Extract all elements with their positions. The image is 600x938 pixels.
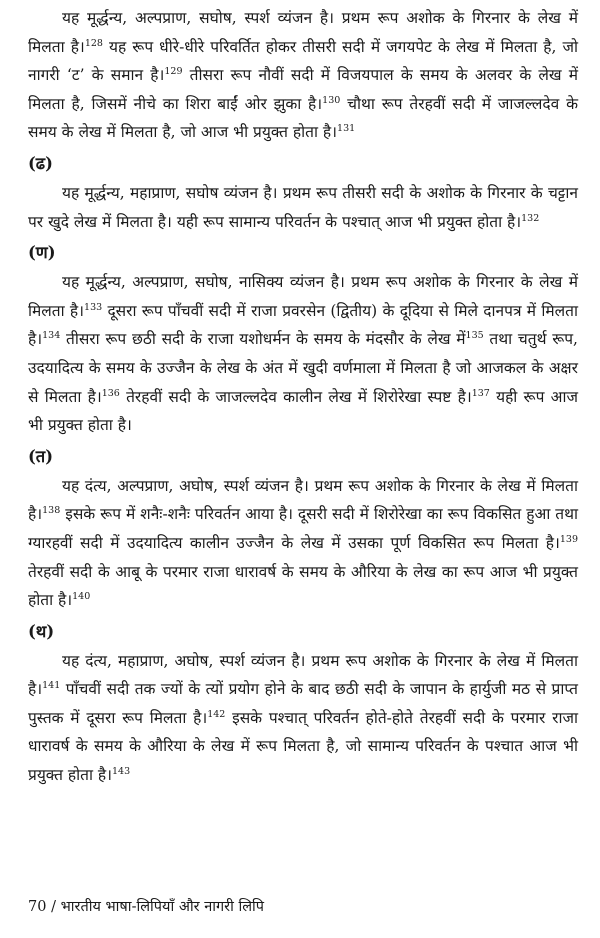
footnote-ref: 130	[322, 94, 341, 106]
footnote-ref: 140	[72, 591, 91, 603]
text-run: इसके पश्चात् परिवर्तन होते-होते तेरहवीं सदी के परमार राजा धारावर्ष के समय के औरिया के लेख में रूप मिलता है, जो सामान्य परिवर्तन के पश्चात आज भी प्रयुक्त होता है।	[28, 708, 578, 785]
text-run: तेरहवीं सदी के आबू के परमार राजा धारावर्ष के समय के औरिया के लेख का रूप आज भी प्रयुक्त होता है।	[28, 562, 578, 610]
text-run: दूसरा रूप पाँचवीं सदी में राजा प्रवरसेन (द्वितीय) के दूदिया से मिले दानपत्र में मिलता है।	[28, 301, 578, 349]
footnote-ref: 134	[42, 330, 61, 342]
text-run: तीसरा रूप छठी सदी के राजा यशोधर्मन के समय के मंदसौर के लेख में	[60, 330, 466, 349]
section-heading-na: (ण)	[28, 243, 56, 263]
paragraph-dha	[28, 179, 578, 236]
section-heading-ta: (त)	[28, 446, 54, 466]
footnote-ref: 138	[42, 505, 61, 517]
text-run: यह दंत्य, अल्पप्राण, अघोष, स्पर्श व्यंजन है। प्रथम रूप अशोक के गिरनार के लेख में मिलता है।	[28, 476, 578, 524]
text-run: यही रूप आज भी प्रयुक्त होता है।	[28, 387, 578, 435]
footnote-ref: 133	[84, 301, 103, 313]
text-run: यह मूर्द्धन्य, महाप्राण, सघोष व्यंजन है। प्रथम रूप तीसरी सदी के अशोक के गिरनार के चट्टान पर खुदे लेख में मिलता है। यही रूप सामान्य परिवर्तन के पश्चात् आज भी प्रयुक्त होता है।	[28, 183, 578, 231]
footnote-ref: 141	[42, 680, 61, 692]
text-run: तीसरा रूप नौवीं सदी में विजयपाल के समय के अलवर के लेख में मिलता है, जिसमें नीचे का शिरा बाईं ओर झुका है।	[28, 66, 578, 113]
section-heading-tha: (थ)	[28, 621, 55, 641]
text-run: चौथा रूप तेरहवीं सदी में जाजल्लदेव के समय के लेख में मिलता है, जो आज भी प्रयुक्त होता है।	[28, 94, 578, 142]
page-footer	[28, 896, 264, 918]
paragraph-na	[28, 268, 578, 440]
text-run: तथा चतुर्थ रूप, उदयादित्य के समय के उज्जैन के लेख के अंत में खुदी वर्णमाला में मिलता है जो आजकल के अक्षर से मिलता है।	[28, 330, 578, 406]
footnote-ref: 131	[337, 123, 356, 135]
footnote-ref: 135	[465, 330, 484, 342]
text-run: इसके रूप में शनैः-शनैः परिवर्तन आया है। दूसरी सदी में शिरोरेखा का रूप विकसित हुआ तथा ग्यारहवीं सदी में उदयादित्य कालीन उज्जैन के लेख में उसका पूर्ण विकसित रूप मिलता है।	[28, 505, 578, 552]
footnote-ref: 143	[112, 766, 131, 778]
section-heading-dha: (ढ)	[28, 153, 53, 173]
footer-separator: /	[51, 899, 56, 915]
text-run: पाँचवीं सदी तक ज्यों के त्यों प्रयोग होने के बाद छठी सदी के जापान के हार्युजी मठ से प्राप्त पुस्तक में दूसरा रूप मिलता है।	[28, 680, 578, 727]
paragraph-tha	[28, 647, 578, 790]
text-run: तेरहवीं सदी के जाजल्लदेव कालीन लेख में शिरोरेखा स्पष्ट है।	[119, 387, 472, 406]
paragraph-ta-dental	[28, 472, 578, 615]
footnote-ref: 129	[164, 66, 183, 78]
text-run: यह मूर्द्धन्य, अल्पप्राण, सघोष, स्पर्श व्यंजन है। प्रथम रूप अशोक के गिरनार के लेख में मिलता है।	[28, 9, 578, 56]
text-run: यह दंत्य, महाप्राण, अघोष, स्पर्श व्यंजन है। प्रथम रूप अशोक के गिरनार के लेख में मिलता है।	[28, 651, 578, 699]
book-title: भारतीय भाषा-लिपियाँ और नागरी लिपि	[60, 899, 265, 915]
text-run: यह मूर्द्धन्य, अल्पप्राण, सघोष, नासिक्य व्यंजन है। प्रथम रूप अशोक के गिरनार के लेख में मिलता है।	[28, 273, 578, 320]
page-number: 70	[28, 899, 47, 915]
footnote-ref: 142	[207, 708, 226, 720]
footnote-ref: 128	[84, 37, 103, 49]
paragraph-ta-retroflex	[28, 4, 578, 147]
footnote-ref: 139	[559, 533, 578, 545]
footnote-ref: 137	[471, 387, 490, 399]
footnote-ref: 136	[101, 387, 120, 399]
footnote-ref: 132	[521, 212, 540, 224]
text-run: यह रूप धीरे-धीरे परिवर्तित होकर तीसरी सदी में जगयपेट के लेख में मिलता है, जो नागरी ‘ट’ के समान है।	[28, 37, 578, 85]
